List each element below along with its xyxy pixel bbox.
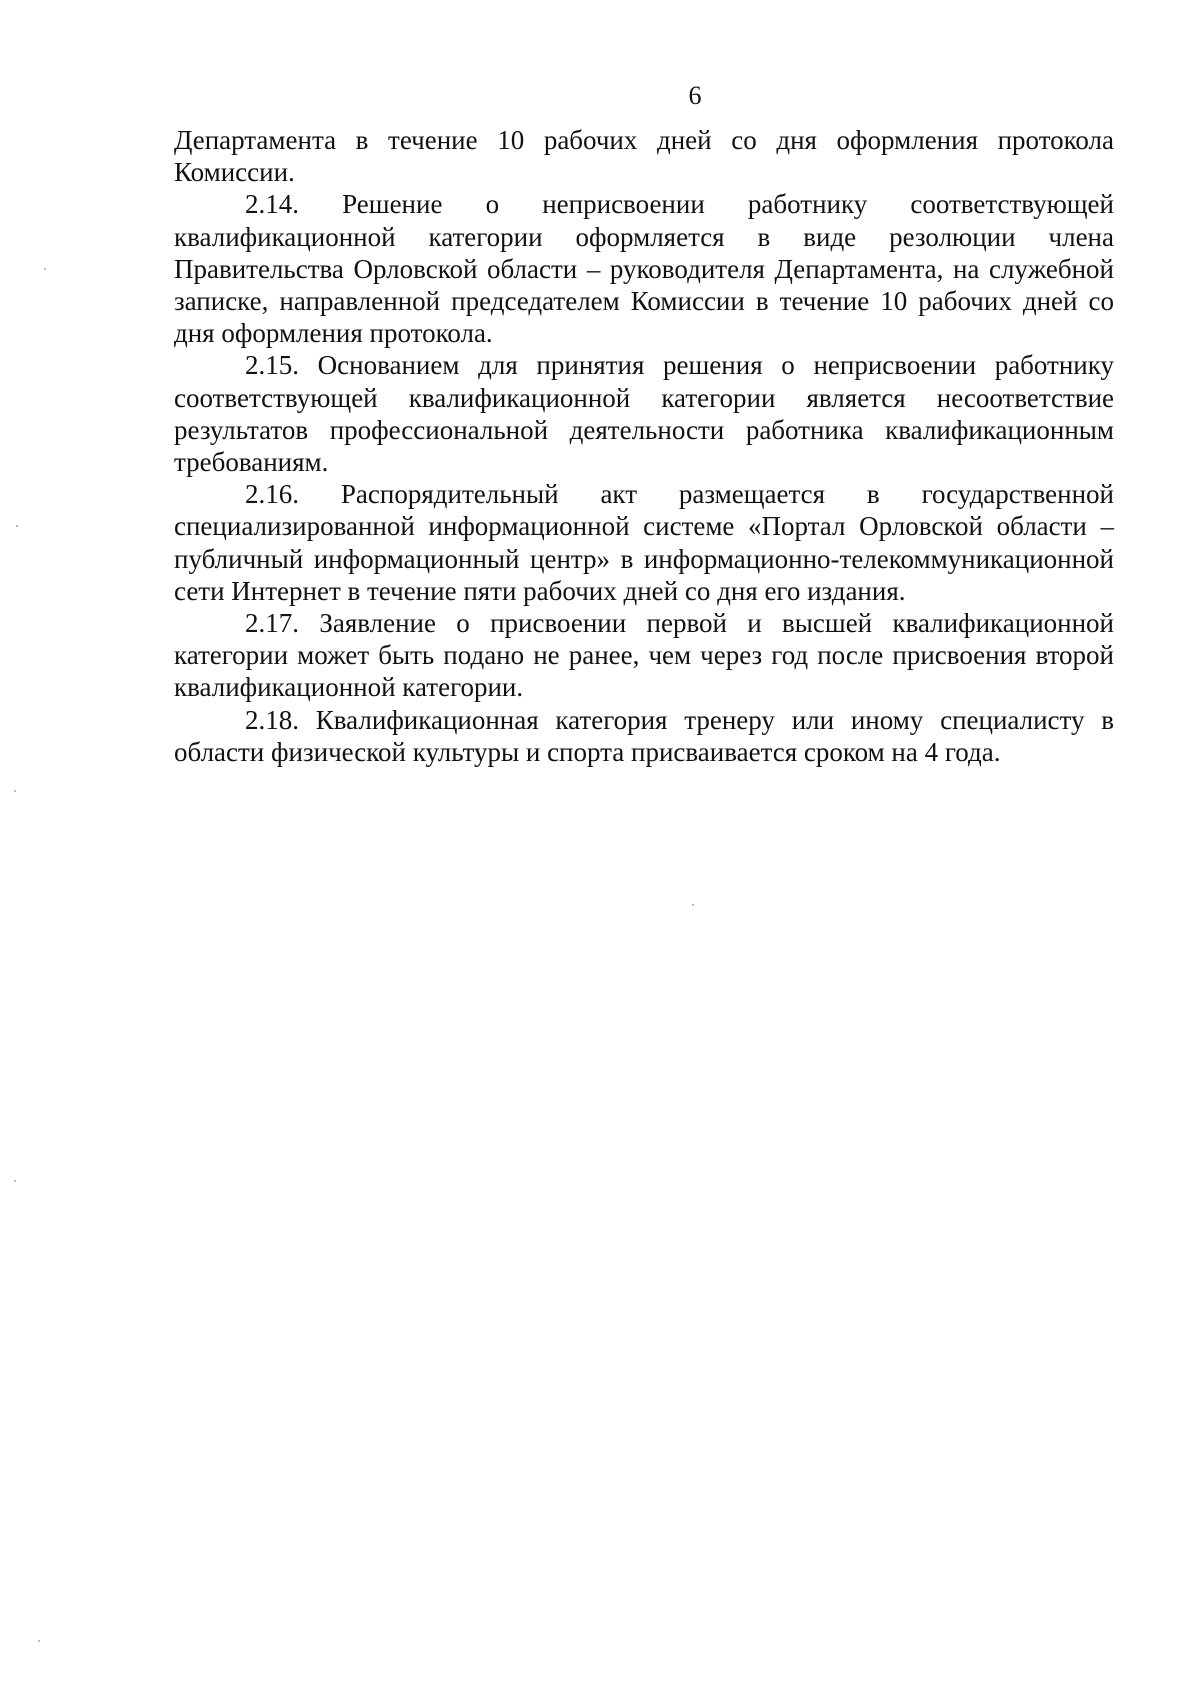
paragraph-2-14: 2.14. Решение о неприсвоении работнику соответствующей квалификационной категории оформляется в виде резолюции члена Правительства Орловской области – руководителя Департамента, на служебной записке, направленной председателем Комиссии в течение 10 рабочих дней со дня оформления протокола. [174, 189, 1114, 349]
paragraph-2-17: 2.17. Заявление о присвоении первой и высшей квалификационной категории может быть подано не ранее, чем через год после присвоения второй квалификационной категории. [174, 608, 1114, 703]
scan-speck [44, 268, 46, 270]
scan-speck [14, 790, 16, 792]
paragraph-continuation: Департамента в течение 10 рабочих дней со дня оформления протокола Комиссии. [174, 125, 1114, 188]
scan-speck [16, 525, 18, 527]
page-number: 6 [688, 81, 702, 110]
scan-speck [38, 1640, 40, 1642]
paragraph-2-18: 2.18. Квалификационная категория тренеру или иному специалисту в области физической культуры и спорта присваивается сроком на 4 года. [174, 704, 1114, 767]
paragraph-2-15: 2.15. Основанием для принятия решения о неприсвоении работнику соответствующей квалификационной категории является несоответствие результатов профессиональной деятельности работника квалификационным требованиям. [174, 350, 1114, 478]
scan-speck [14, 1180, 16, 1182]
paragraph-2-16: 2.16. Распорядительный акт размещается в государственной специализированной информационной системе «Портал Орловской области – публичный информационный центр» в информационно-телекоммуникационной сети Интернет в течение пяти рабочих дней со дня его издания. [174, 479, 1114, 606]
document-body [174, 124, 1114, 768]
scan-speck [692, 904, 694, 906]
